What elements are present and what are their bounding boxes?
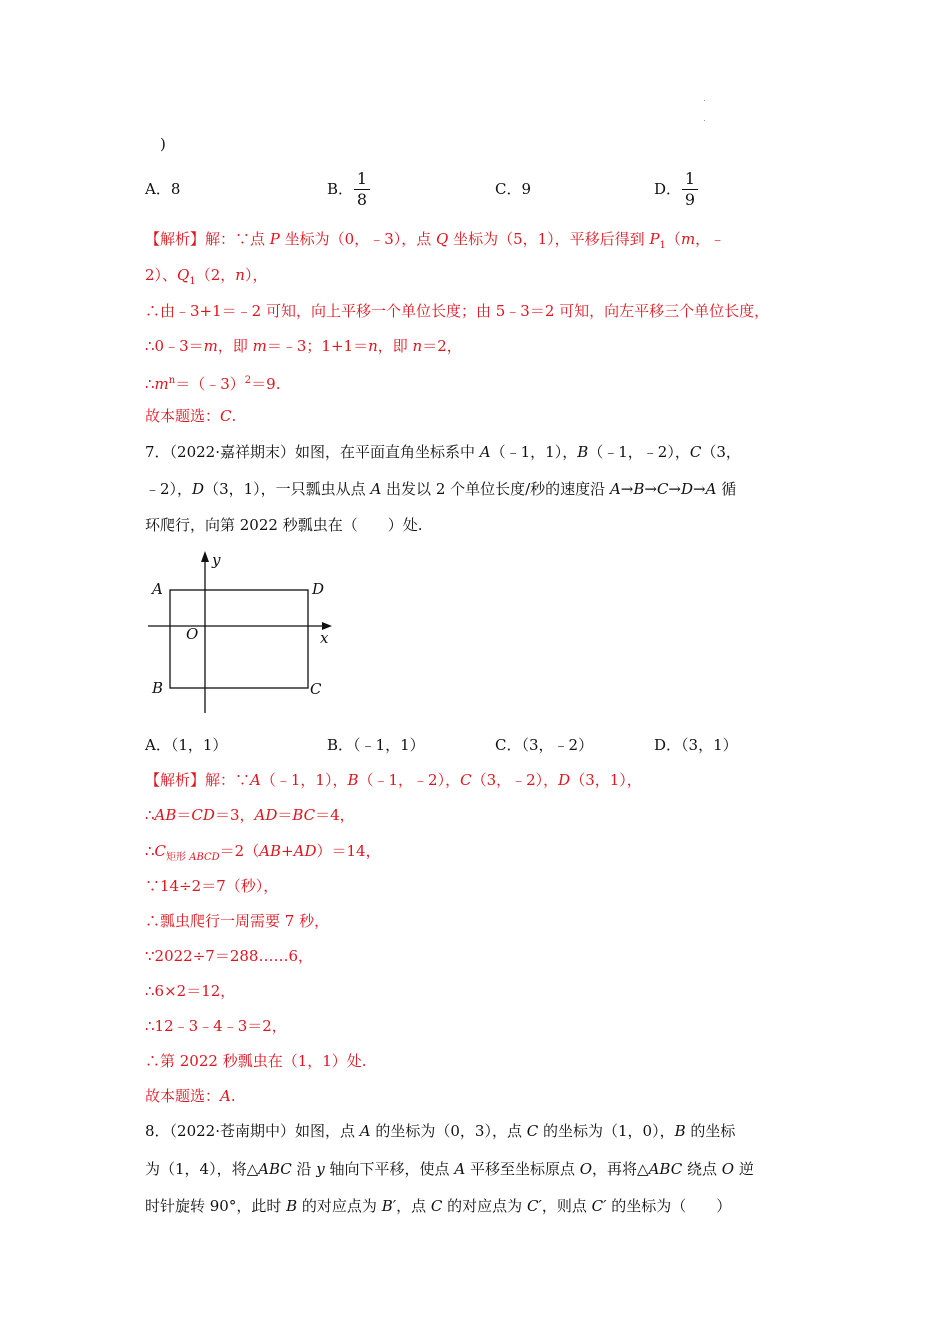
- scan-mark: [704, 100, 705, 101]
- q7-option-b: B．（﹣1，1）: [327, 736, 425, 754]
- prev-option-a: A．8: [145, 180, 181, 198]
- q7-option-a: A．（1，1）: [145, 736, 228, 754]
- q7-stem-line-2: ﹣2），D（3，1），一只瓢虫从点 A 出发以 2 个单位长度/秒的速度沿 A→B→C→D→A 循: [145, 480, 737, 498]
- q7-option-d: D．（3，1）: [654, 736, 738, 754]
- q7-analysis-line-9: ∴第 2022 秒瓢虫在（1，1）处.: [145, 1052, 367, 1070]
- prev-analysis-line-1: 【解析】解：∵点 P 坐标为（0，﹣3），点 Q 坐标为（5，1），平移后得到 $P_1(m$，﹣: [145, 230, 726, 251]
- prev-analysis-line-3: ∴由﹣3+1＝﹣2 可知，向上平移一个单位长度；由 5﹣3＝2 可知，向左平移三个单位长度，: [145, 302, 770, 320]
- q7-analysis-line-4: ∵14÷2＝7（秒），: [145, 877, 279, 895]
- label-x: x: [320, 629, 329, 647]
- label-c: C: [310, 680, 322, 698]
- prev-option-c: C．9: [495, 180, 532, 198]
- prev-option-b-fraction: $\frac{1}{8}$: [354, 170, 370, 209]
- q8-stem-line-1: 8．（2022·苍南期中）如图，点 A 的坐标为（0，3），点 C 的坐标为（1，0），B 的坐标: [145, 1122, 736, 1140]
- label-y: y: [212, 551, 221, 569]
- q7-analysis-line-3: $\therefore C_{矩形 ABCD}=2(AB+AD)=14$，: [145, 842, 381, 863]
- q7-option-c: C．（3，﹣2）: [495, 736, 594, 754]
- q7-stem-line-3: 环爬行，向第 2022 秒瓢虫在（ ）处.: [145, 516, 423, 534]
- label-a: A: [152, 580, 163, 598]
- q7-analysis-line-2: ∴AB＝CD＝3，AD＝BC＝4，: [145, 806, 355, 824]
- prev-answer: 故本题选：C.: [145, 407, 237, 425]
- q8-stem-line-2: 为（1，4），将△ABC 沿 y 轴向下平移，使点 A 平移至坐标原点 O，再将△ABC 绕点 O 逆: [145, 1160, 754, 1178]
- prev-option-d: D．: [654, 180, 682, 198]
- label-d: D: [312, 580, 325, 598]
- q7-analysis-line-6: ∵2022÷7＝288……6，: [145, 947, 314, 965]
- q7-analysis-line-5: ∴瓢虫爬行一周需要 7 秒，: [145, 912, 330, 930]
- prev-analysis-line-2: 2）、$Q_1(2$，n），: [145, 266, 268, 287]
- label-b: B: [152, 679, 164, 697]
- y-axis-arrow: [201, 551, 209, 562]
- prev-paren: ): [160, 135, 166, 153]
- q7-analysis-line-7: ∴6×2＝12，: [145, 982, 236, 1000]
- q8-stem-line-3: 时针旋转 90°，此时 B 的对应点为 B′，点 C 的对应点为 C′，则点 C′ 的坐标为（ ）: [145, 1197, 732, 1215]
- prev-option-b: B．: [327, 180, 354, 198]
- label-o: O: [186, 625, 199, 643]
- q7-analysis-line-8: ∴12﹣3﹣4﹣3＝2，: [145, 1017, 287, 1035]
- prev-analysis-line-5: $\therefore m^n=(﹣3)^2=9$.: [145, 375, 281, 393]
- q7-stem-line-1: 7．（2022·嘉祥期末）如图，在平面直角坐标系中 A（﹣1，1），B（﹣1，﹣2），C（3，: [145, 443, 741, 461]
- q7-answer: 故本题选：A.: [145, 1087, 236, 1105]
- scan-mark: [704, 120, 705, 121]
- q7-coordinate-figure: [140, 545, 340, 720]
- prev-analysis-line-4: ∴0﹣3＝m，即 m＝﹣3；1+1＝n，即 n＝2，: [145, 337, 462, 355]
- prev-option-d-fraction: $\frac{1}{9}$: [682, 170, 698, 209]
- q7-analysis-line-1: 【解析】解：∵A（﹣1，1），B（﹣1，﹣2），C（3，﹣2），D（3，1），: [145, 771, 642, 789]
